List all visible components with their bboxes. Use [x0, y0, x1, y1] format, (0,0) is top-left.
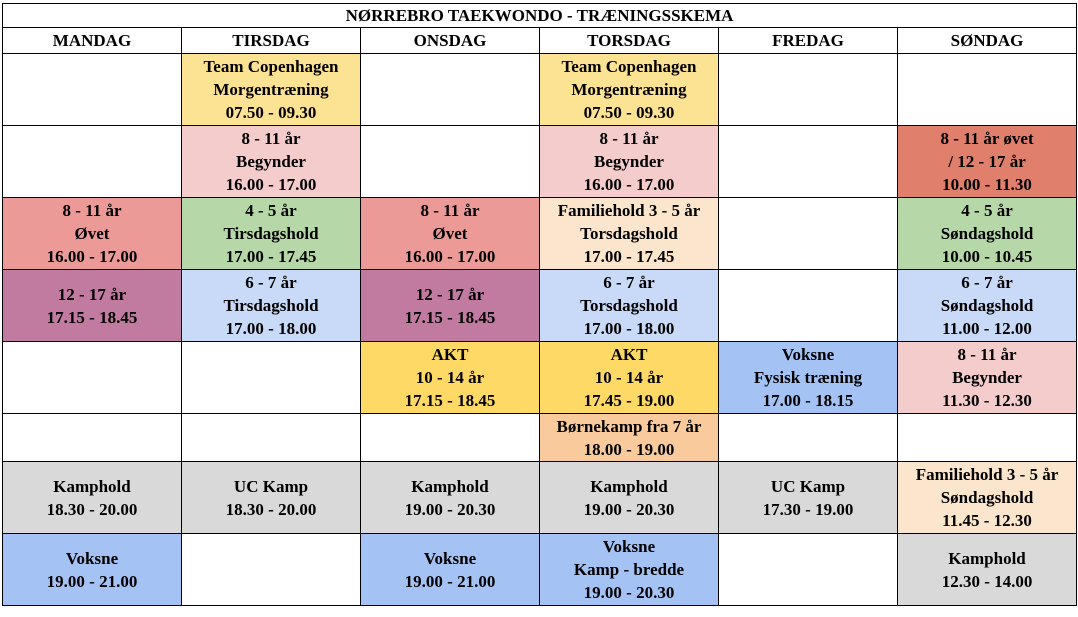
class-line: 17.45 - 19.00 — [583, 391, 675, 410]
empty-cell-fredag — [719, 54, 898, 126]
empty-cell-fredag — [719, 414, 898, 462]
class-line: 6 - 7 år — [961, 273, 1013, 292]
class-line: Kamphold — [948, 548, 1026, 568]
schedule-row — [3, 126, 1077, 198]
schedule-row — [3, 462, 1077, 534]
class-line: Begynder — [952, 368, 1022, 387]
day-header-row — [3, 28, 1077, 54]
empty-cell-sondag — [898, 54, 1077, 126]
schedule-table — [2, 3, 1077, 606]
class-line: Voksne — [781, 345, 835, 364]
class-line: 17.00 - 18.15 — [762, 391, 854, 410]
class-cell-torsdag — [540, 54, 719, 126]
class-cell-mandag — [3, 534, 182, 606]
title-row — [3, 4, 1077, 28]
class-cell-sondag — [898, 534, 1077, 606]
class-cell-tirsdag — [182, 126, 361, 198]
empty-cell-fredag — [719, 198, 898, 270]
class-cell-tirsdag — [182, 270, 361, 342]
empty-cell-fredag — [719, 270, 898, 342]
class-line: Øvet — [432, 224, 468, 243]
class-line: Voksne — [65, 548, 119, 568]
class-line: 4 - 5 år — [245, 201, 297, 220]
class-cell-torsdag — [540, 534, 719, 606]
schedule-row — [3, 54, 1077, 126]
class-line: Tirsdagshold — [223, 224, 319, 243]
class-line: 07.50 - 09.30 — [225, 103, 317, 122]
class-line: AKT — [610, 345, 648, 364]
class-line: Søndagshold — [940, 296, 1034, 315]
class-line: Morgentræning — [213, 80, 329, 99]
class-line: 8 - 11 år — [241, 129, 301, 148]
class-line: Familiehold 3 - 5 år — [915, 465, 1059, 484]
empty-cell-mandag — [3, 54, 182, 126]
class-line: Begynder — [594, 152, 664, 171]
class-cell-torsdag — [540, 462, 719, 534]
class-line: 12 - 17 år — [415, 284, 485, 304]
class-line: 10.00 - 10.45 — [941, 247, 1033, 266]
empty-cell-tirsdag — [182, 414, 361, 462]
day-header-sondag: SØNDAG — [898, 28, 1077, 54]
class-line: 8 - 11 år — [420, 201, 480, 220]
class-cell-mandag — [3, 270, 182, 342]
day-header-mandag: MANDAG — [3, 28, 182, 54]
class-line: 17.15 - 18.45 — [46, 307, 138, 327]
schedule-wrapper — [2, 3, 1077, 606]
empty-cell-onsdag — [361, 54, 540, 126]
class-cell-tirsdag — [182, 54, 361, 126]
class-cell-onsdag — [361, 198, 540, 270]
class-line: Søndagshold — [940, 224, 1034, 243]
class-cell-sondag — [898, 126, 1077, 198]
class-line: / 12 - 17 år — [948, 152, 1026, 171]
class-line: 17.00 - 17.45 — [225, 247, 317, 266]
class-line: 16.00 - 17.00 — [404, 247, 496, 266]
class-line: 10 - 14 år — [594, 368, 664, 387]
class-line: 18.00 - 19.00 — [583, 439, 675, 459]
class-line: 12.30 - 14.00 — [941, 571, 1033, 591]
class-cell-sondag — [898, 342, 1077, 414]
schedule-title: NØRREBRO TAEKWONDO - TRÆNINGSSKEMA — [3, 4, 1077, 28]
class-line: 19.00 - 21.00 — [46, 571, 138, 591]
class-line: Voksne — [602, 537, 656, 556]
empty-cell-fredag — [719, 534, 898, 606]
class-cell-onsdag — [361, 270, 540, 342]
empty-cell-mandag — [3, 126, 182, 198]
class-cell-onsdag — [361, 462, 540, 534]
class-line: 19.00 - 20.30 — [583, 583, 675, 602]
schedule-row — [3, 534, 1077, 606]
class-line: 17.00 - 18.00 — [225, 319, 317, 338]
class-cell-fredag — [719, 462, 898, 534]
class-line: 19.00 - 21.00 — [404, 571, 496, 591]
class-line: 16.00 - 17.00 — [225, 175, 317, 194]
class-cell-tirsdag — [182, 462, 361, 534]
class-cell-tirsdag — [182, 198, 361, 270]
class-line: 07.50 - 09.30 — [583, 103, 675, 122]
empty-cell-tirsdag — [182, 342, 361, 414]
class-line: UC Kamp — [770, 476, 846, 496]
class-cell-sondag — [898, 270, 1077, 342]
class-line: 11.45 - 12.30 — [942, 511, 1032, 530]
class-line: Kamphold — [53, 476, 131, 496]
class-cell-mandag — [3, 198, 182, 270]
class-line: 17.00 - 18.00 — [583, 319, 675, 338]
class-cell-mandag — [3, 462, 182, 534]
class-line: 17.00 - 17.45 — [583, 247, 675, 266]
class-line: Børnekamp fra 7 år — [556, 416, 702, 436]
class-cell-torsdag — [540, 126, 719, 198]
class-line: 6 - 7 år — [245, 273, 297, 292]
day-header-torsdag: TORSDAG — [540, 28, 719, 54]
class-line: Morgentræning — [571, 80, 687, 99]
class-cell-onsdag — [361, 342, 540, 414]
class-line: Kamp - bredde — [573, 560, 685, 579]
class-line: 8 - 11 år øvet — [940, 129, 1034, 148]
class-cell-torsdag — [540, 270, 719, 342]
class-line: 11.30 - 12.30 — [942, 391, 1032, 410]
class-line: Familiehold 3 - 5 år — [557, 201, 701, 220]
class-line: 16.00 - 17.00 — [583, 175, 675, 194]
class-line: 8 - 11 år — [957, 345, 1017, 364]
day-header-fredag: FREDAG — [719, 28, 898, 54]
class-line: Øvet — [74, 224, 110, 243]
schedule-row — [3, 270, 1077, 342]
class-cell-fredag — [719, 342, 898, 414]
class-line: 18.30 - 20.00 — [46, 499, 138, 519]
class-line: Team Copenhagen — [203, 57, 339, 76]
class-line: AKT — [431, 345, 469, 364]
class-line: 12 - 17 år — [57, 284, 127, 304]
class-line: Fysisk træning — [753, 368, 863, 387]
class-line: 10 - 14 år — [415, 368, 485, 387]
class-cell-torsdag — [540, 198, 719, 270]
day-header-onsdag: ONSDAG — [361, 28, 540, 54]
class-line: 8 - 11 år — [599, 129, 659, 148]
class-line: 11.00 - 12.00 — [942, 319, 1032, 338]
class-line: 17.15 - 18.45 — [404, 391, 496, 410]
class-line: Team Copenhagen — [561, 57, 697, 76]
schedule-row — [3, 414, 1077, 462]
schedule-body — [3, 54, 1077, 606]
class-line: 8 - 11 år — [62, 201, 122, 220]
class-cell-torsdag — [540, 414, 719, 462]
day-header-tirsdag: TIRSDAG — [182, 28, 361, 54]
class-line: 19.00 - 20.30 — [583, 499, 675, 519]
class-line: 10.00 - 11.30 — [942, 175, 1032, 194]
schedule-row — [3, 198, 1077, 270]
class-line: 17.15 - 18.45 — [404, 307, 496, 327]
class-line: Torsdagshold — [580, 296, 678, 315]
class-line: Torsdagshold — [580, 224, 678, 243]
empty-cell-sondag — [898, 414, 1077, 462]
class-line: 17.30 - 19.00 — [762, 499, 854, 519]
class-cell-onsdag — [361, 534, 540, 606]
class-line: 16.00 - 17.00 — [46, 247, 138, 266]
empty-cell-tirsdag — [182, 534, 361, 606]
class-line: Kamphold — [590, 476, 668, 496]
class-cell-sondag — [898, 198, 1077, 270]
class-line: Søndagshold — [940, 488, 1034, 507]
class-cell-torsdag — [540, 342, 719, 414]
empty-cell-fredag — [719, 126, 898, 198]
class-line: 6 - 7 år — [603, 273, 655, 292]
class-line: Tirsdagshold — [223, 296, 319, 315]
class-line: 18.30 - 20.00 — [225, 499, 317, 519]
empty-cell-onsdag — [361, 414, 540, 462]
schedule-row — [3, 342, 1077, 414]
class-cell-sondag — [898, 462, 1077, 534]
class-line: UC Kamp — [233, 476, 309, 496]
class-line: 4 - 5 år — [961, 201, 1013, 220]
class-line: Kamphold — [411, 476, 489, 496]
empty-cell-onsdag — [361, 126, 540, 198]
empty-cell-mandag — [3, 342, 182, 414]
empty-cell-mandag — [3, 414, 182, 462]
class-line: Begynder — [236, 152, 306, 171]
class-line: 19.00 - 20.30 — [404, 499, 496, 519]
class-line: Voksne — [423, 548, 477, 568]
